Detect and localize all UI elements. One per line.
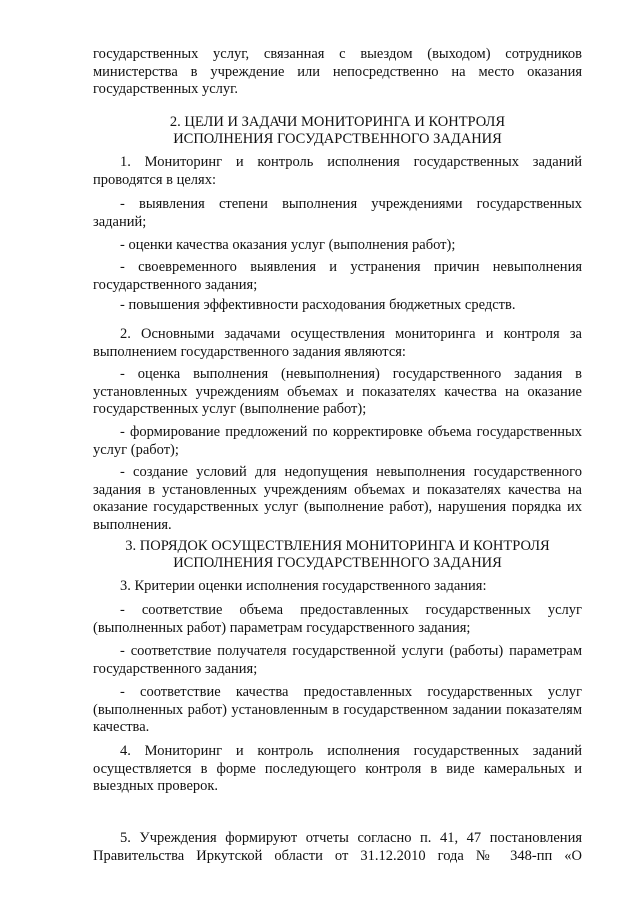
section-3-paragraph-3: 3. Критерии оценки исполнения государственного задания: <box>120 578 487 594</box>
section-2-paragraph-1: 1. Мониторинг и контроль исполнения государственных заданий проводятся в целях: <box>93 154 582 188</box>
section-2-goal-item-3: - своевременного выявления и устранения причин невыполнения государственного задания; <box>93 259 582 293</box>
section-2-goal-item-2: - оценки качества оказания услуг (выполнения работ); <box>120 237 456 253</box>
section-2-heading-line-1: 2. ЦЕЛИ И ЗАДАЧИ МОНИТОРИНГА И КОНТРОЛЯ <box>169 114 506 130</box>
section-2-task-item-3: - создание условий для недопущения невыполнения государственного задания в установленных учреждениям объемах и показателях качества на оказание государственных услуг (выполнение работ), нарушения порядка их выполнения. <box>93 464 582 533</box>
section-3-heading-line-1: 3. ПОРЯДОК ОСУЩЕСТВЛЕНИЯ МОНИТОРИНГА И КОНТРОЛЯ <box>125 538 550 554</box>
section-2-goal-item-1: - выявления степени выполнения учреждениями государственных заданий; <box>93 196 582 230</box>
section-3-criterion-item-3: - соответствие качества предоставленных государственных услуг (выполненных работ) установленным в государственном задании показателям качества. <box>93 684 582 735</box>
section-2-task-item-1: - оценка выполнения (невыполнения) государственного задания в установленных учреждениям объемах и показателях качества на оказание государственных услуг (выполнение работ); <box>93 366 582 417</box>
section-3-paragraph-4: 4. Мониторинг и контроль исполнения государственных заданий осуществляется в форме последующего контроля в виде камеральных и выездных проверок. <box>93 743 582 794</box>
intro-paragraph: государственных услуг, связанная с выездом (выходом) сотрудников министерства в учреждение или непосредственно на место оказания государственных услуг. <box>93 46 582 97</box>
section-3-criterion-item-1: - соответствие объема предоставленных государственных услуг (выполненных работ) параметрам государственного задания; <box>93 602 582 636</box>
section-2-task-item-2: - формирование предложений по корректировке объема государственных услуг (работ); <box>93 424 582 458</box>
section-2-goal-item-4: - повышения эффективности расходования бюджетных средств. <box>120 297 516 313</box>
section-3-paragraph-5: 5. Учреждения формируют отчеты согласно п. 41, 47 постановления Правительства Иркутской области от 31.12.2010 года № 348-пп «О <box>93 830 582 864</box>
section-2-heading-line-2: ИСПОЛНЕНИЯ ГОСУДАРСТВЕННОГО ЗАДАНИЯ <box>173 131 502 147</box>
section-3-criterion-item-2: - соответствие получателя государственной услуги (работы) параметрам государственного задания; <box>93 643 582 677</box>
section-3-heading-line-2: ИСПОЛНЕНИЯ ГОСУДАРСТВЕННОГО ЗАДАНИЯ <box>173 555 502 571</box>
section-2-paragraph-2: 2. Основными задачами осуществления мониторинга и контроля за выполнением государственного задания являются: <box>93 326 582 360</box>
